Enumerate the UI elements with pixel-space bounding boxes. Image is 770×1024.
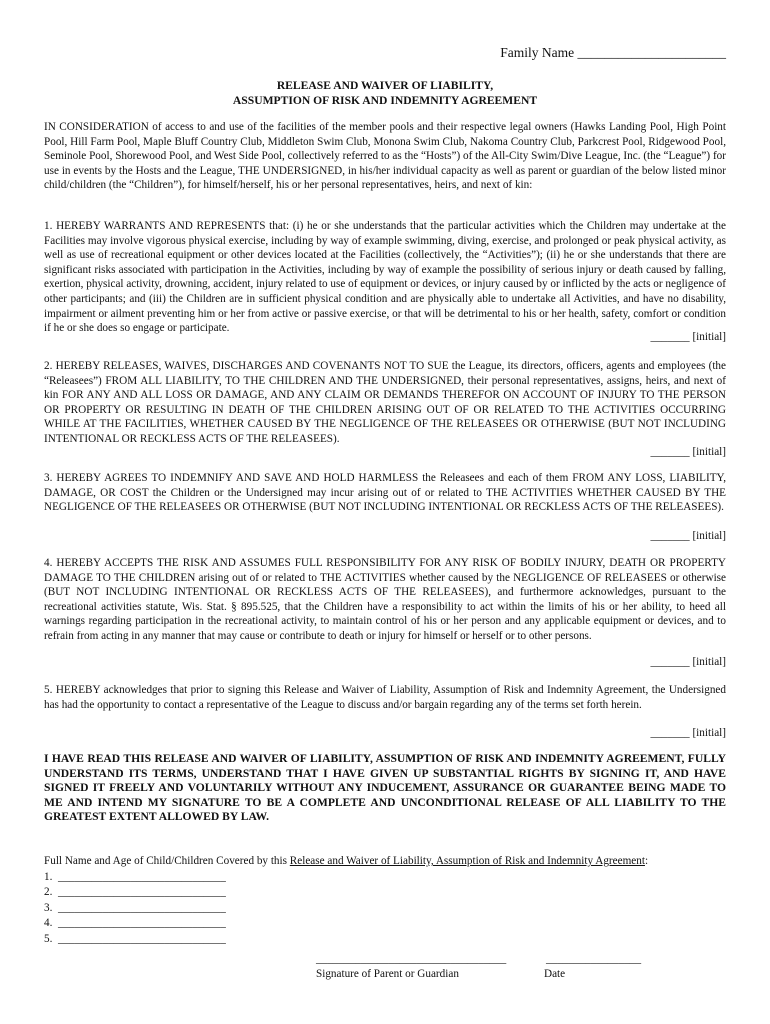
child-name-line-2[interactable]: 2. ______________________________ <box>44 886 226 899</box>
initial-field-2[interactable]: _______ [initial] <box>650 446 726 458</box>
date-label: Date <box>544 968 566 980</box>
initial-field-4[interactable]: _______ [initial] <box>650 656 726 668</box>
child-name-line-1[interactable]: 1. ______________________________ <box>44 871 226 883</box>
signature-line[interactable]: __________________________________ <box>316 953 507 965</box>
initial-field-1[interactable]: _______ [initial] <box>650 331 726 343</box>
release-paragraph: 2. HEREBY RELEASES, WAIVES, DISCHARGES AND COVENANTS NOT TO SUE the League, its directors, officers, agents and employees (the “Releasees”) FROM ALL LIABILITY, TO THE CHILDREN AND THE UNDERSIGNED, their personal representatives, assigns, heirs, and next of kin FOR ANY AND ALL LOSS OR DAMAGE, AND ANY CLAIM OR DEMANDS THEREFOR ON ACCOUNT OF INJURY TO THE PERSON OR PROPERTY OR RESULTING IN DEATH OF THE CHILDREN ARISING OUT OF OR RELATED TO THE ACTIVITIES OCCURRING WHILE AT THE FACILITIES, WHETHER CAUSED BY THE NEGLIGENCE OF THE RELEASEES OR OTHERWISE (BUT NOT INCLUDING INTENTIONAL OR RECKLESS ACTS OF THE RELEASEES). <box>44 360 726 445</box>
children-names-intro <box>44 854 648 869</box>
children-intro-colon: : <box>644 855 649 867</box>
acknowledgement-statement: I HAVE READ THIS RELEASE AND WAIVER OF LIABILITY, ASSUMPTION OF RISK AND INDEMNITY AGREEMENT, FULLY UNDERSTAND ITS TERMS, UNDERSTAND THAT I HAVE GIVEN UP SUBSTANTIAL RIGHTS BY SIGNING IT, AND HAVE SIGNED IT FREELY AND VOLUNTARILY WITHOUT ANY INDUCEMENT, ASSURANCE OR GUARANTEE BEING MADE TO ME AND INTEND MY SIGNATURE TO BE A COMPLETE AND UNCONDITIONAL RELEASE OF ALL LIABILITY TO THE GREATEST EXTENT ALLOWED BY LAW. <box>44 752 726 824</box>
family-name-field[interactable]: Family Name ______________________ <box>500 45 726 60</box>
agreement-name: Release and Waiver of Liability, Assumption of Risk and Indemnity Agreement <box>289 855 645 867</box>
initial-field-3[interactable]: _______ [initial] <box>650 530 726 542</box>
child-name-line-5[interactable]: 5. ______________________________ <box>44 932 226 945</box>
document-title-line2: ASSUMPTION OF RISK AND INDEMNITY AGREEMENT <box>232 94 538 107</box>
child-name-line-3[interactable]: 3. ______________________________ <box>44 901 226 914</box>
child-name-line-4[interactable]: 4. ______________________________ <box>44 917 226 930</box>
document-title-line1: RELEASE AND WAIVER OF LIABILITY, <box>276 79 494 92</box>
signature-label: Signature of Parent or Guardian <box>316 968 459 980</box>
children-name-list <box>44 870 226 947</box>
initial-field-5[interactable]: _______ [initial] <box>650 727 726 739</box>
children-intro-text: Full Name and Age of Child/Children Covered by this <box>44 855 290 867</box>
consideration-paragraph: IN CONSIDERATION of access to and use of the facilities of the member pools and their respective legal owners (Hawks Landing Pool, High Point Pool, Hill Farm Pool, Maple Bluff Country Club, Middleton Swim Club, Monona Swim Club, Nakoma Country Club, Parkcrest Pool, Ridgewood Pool, Seminole Pool, Shorewood Pool, and West Side Pool, collectively referred to as the “Hosts”) of the All-City Swim/Dive League, Inc. (the “League”) for use in events by the Hosts and the League, THE UNDERSIGNED, in his/her individual capacity as well as parent or guardian of the below listed minor child/children (the “Children”), for himself/herself, his or her personal representatives, heirs, and next of kin: <box>44 121 726 192</box>
accept-risk-paragraph: 4. HEREBY ACCEPTS THE RISK AND ASSUMES FULL RESPONSIBILITY FOR ANY RISK OF BODILY INJURY, DEATH OR PROPERTY DAMAGE TO THE CHILDREN arising out of or related to THE ACTIVITIES whether caused by the NEGLIGENCE OF RELEASEES or otherwise (BUT NOT INCLUDING INTENTIONAL OR RECKLESS ACTS OF THE RELEASEES), and furthermore acknowledges, pursuant to the recreational activities statute, Wis. Stat. § 895.525, that the Children have a responsibility to act within the limits of his or her ability, to heed all warnings regarding participation in the recreational activity, to maintain control of his or her person and any applicable equipment or devices, and to refrain from acting in any manner that may cause or contribute to death or injury for himself or herself or to other persons. <box>44 557 726 642</box>
indemnify-paragraph: 3. HEREBY AGREES TO INDEMNIFY AND SAVE AND HOLD HARMLESS the Releasees and each of them FROM ANY LOSS, LIABILITY, DAMAGE, OR COST the Children or the Undersigned may incur arising out of or related to THE ACTIVITIES WHETHER CAUSED BY THE NEGLIGENCE OF THE RELEASEES OR OTHERWISE (BUT NOT INCLUDING INTENTIONAL OR RECKLESS ACTS OF THE RELEASEES). <box>44 472 726 514</box>
acknowledges-paragraph: 5. HEREBY acknowledges that prior to signing this Release and Waiver of Liability, Assumption of Risk and Indemnity Agreement, the Undersigned has had the opportunity to contact a representative of the League to discuss and/or bargain regarding any of the terms set forth herein. <box>44 684 726 711</box>
date-line[interactable]: _________________ <box>546 953 642 965</box>
warranty-paragraph: 1. HEREBY WARRANTS AND REPRESENTS that: (i) he or she understands that the particular activities which the Children may undertake at the Facilities may involve vigorous physical exercise, including by way of example swimming, diving, exercise, and prolonged or peak physical activity, as well as use of recreational equipment or other devices located at the Facilities (collectively, the “Activities”); (ii) he or she understands that there are significant risks associated with participation in the Activities, including by way of example the possibility of serious injury or death caused by falling, exertion, physical activity, drowning, accident, injury related to use of equipment or devices, or injury caused by or inflicted by the acts or negligence of other participants; and (iii) the Children are in sufficient physical condition and are physically able to undertake all Activities, and have no disability, impairment or ailment preventing him or her from active or passive exercise, or that will be detrimental to his or her health, safety, comfort or condition if he or she does so engage or participate. <box>44 220 726 335</box>
